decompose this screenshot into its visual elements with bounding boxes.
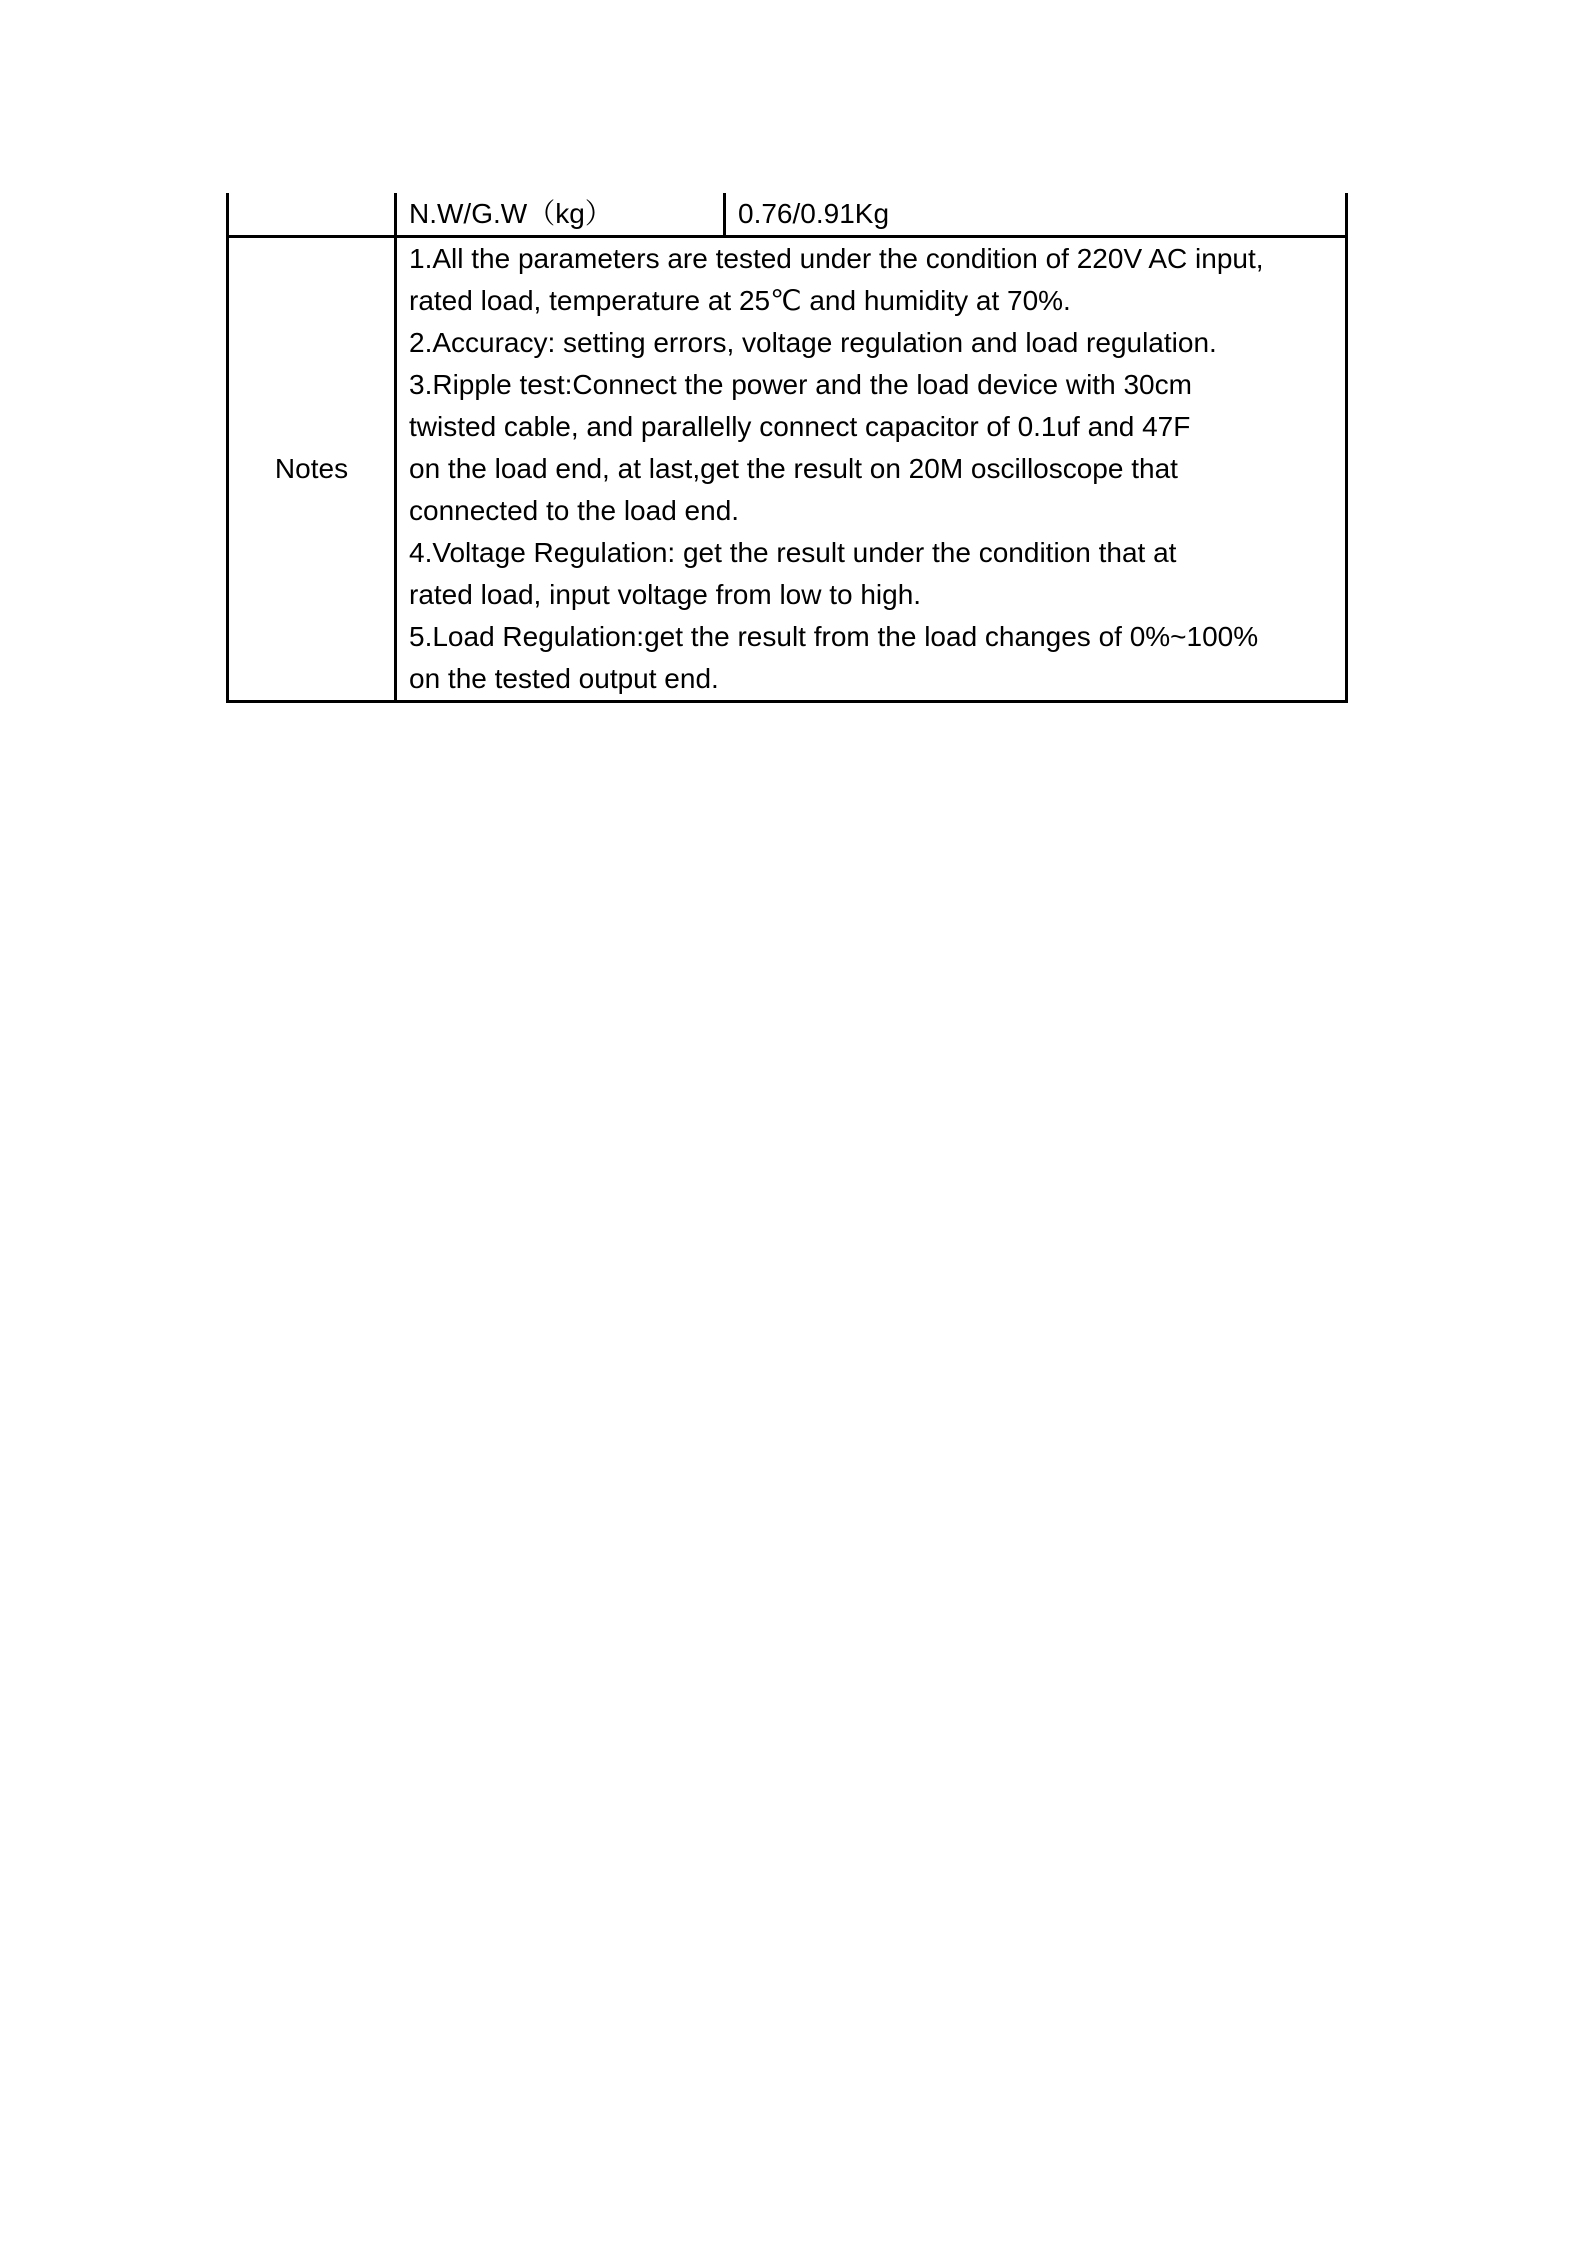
notes-line: on the load end, at last,get the result on 20M oscilloscope that bbox=[409, 453, 1178, 484]
notes-line: twisted cable, and parallelly connect capacitor of 0.1uf and 47F bbox=[409, 411, 1191, 442]
notes-line: 4.Voltage Regulation: get the result under the condition that at bbox=[409, 537, 1177, 568]
notes-content-cell bbox=[396, 237, 1347, 702]
weight-row bbox=[228, 193, 1347, 237]
notes-line: connected to the load end. bbox=[409, 495, 740, 526]
notes-line: 1.All the parameters are tested under the condition of 220V AC input, bbox=[409, 243, 1264, 274]
notes-line: rated load, temperature at 25℃ and humidity at 70%. bbox=[409, 285, 1071, 316]
weight-label-cell: N.W/G.W（kg） bbox=[396, 193, 725, 237]
notes-row bbox=[228, 237, 1347, 702]
weight-row-empty-cell bbox=[228, 193, 396, 237]
notes-line: 2.Accuracy: setting errors, voltage regulation and load regulation. bbox=[409, 327, 1217, 358]
notes-line: rated load, input voltage from low to high. bbox=[409, 579, 922, 610]
notes-line: 3.Ripple test:Connect the power and the load device with 30cm bbox=[409, 369, 1192, 400]
notes-line: 5.Load Regulation:get the result from the load changes of 0%~100% bbox=[409, 621, 1259, 652]
notes-line: on the tested output end. bbox=[409, 663, 719, 694]
notes-label-cell: Notes bbox=[228, 237, 396, 702]
spec-table bbox=[226, 193, 1348, 703]
weight-value-cell: 0.76/0.91Kg bbox=[725, 193, 1347, 237]
